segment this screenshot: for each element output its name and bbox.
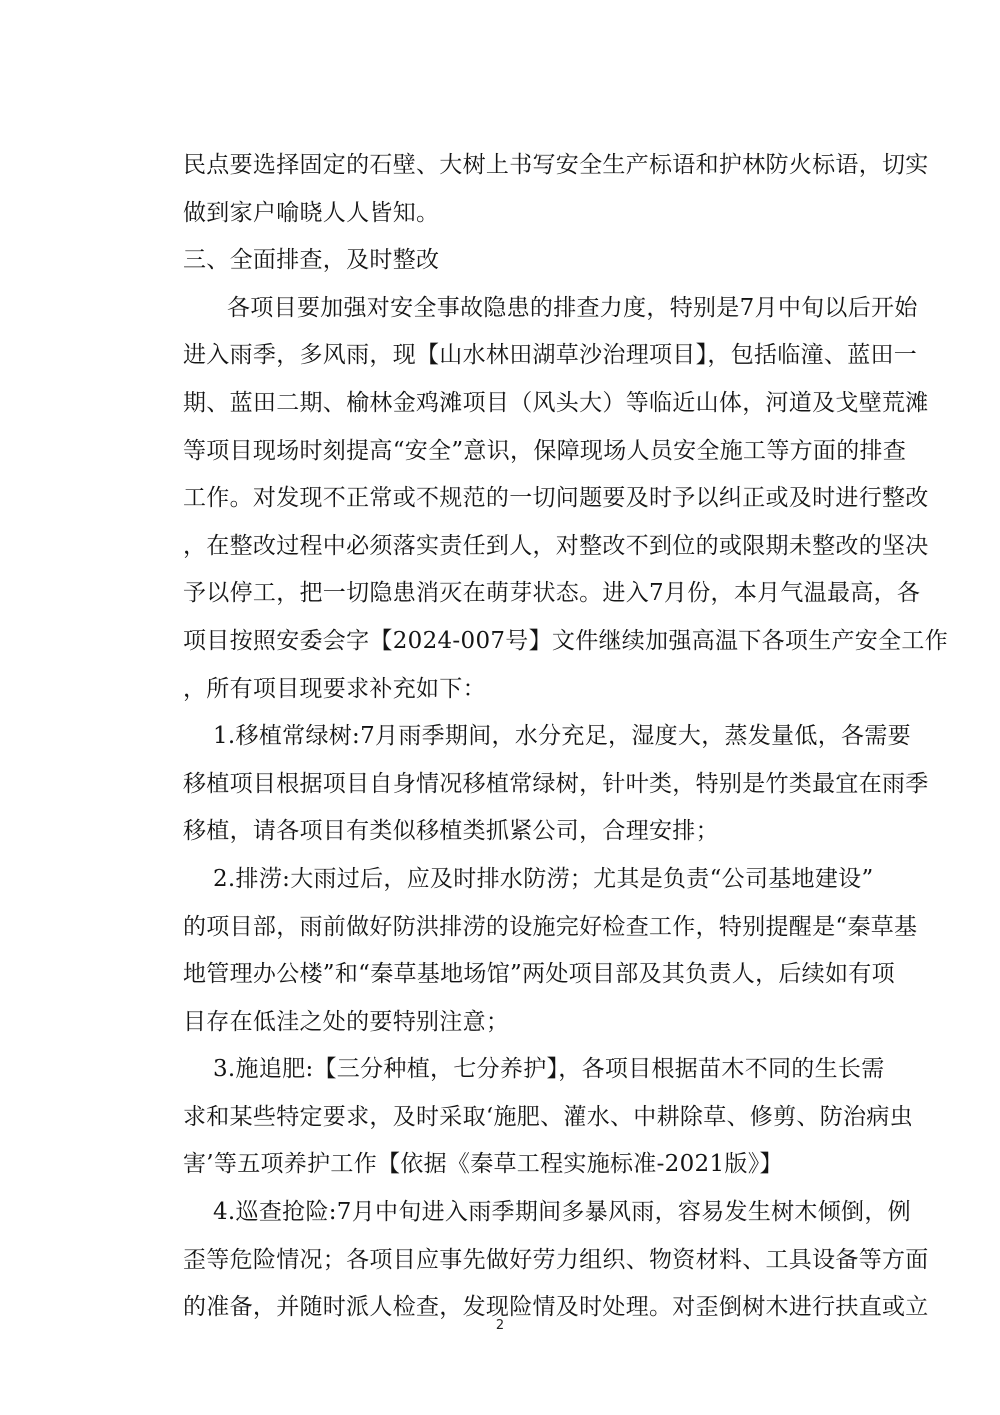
body-line: 的准备，并随时派人检查，发现险情及时处理。对歪倒树木进行扶直或立 — [183, 1294, 929, 1321]
list-item-4-start: 4.巡查抢险:7月中旬进入雨季期间多暴风雨，容易发生树木倾倒，例 — [213, 1199, 911, 1226]
body-line: 目存在低洼之处的要特别注意； — [183, 1008, 510, 1035]
body-line: 歪等危险情况；各项目应事先做好劳力组织、物资材料、工具设备等方面 — [183, 1246, 929, 1273]
body-line: 地管理办公楼”和“秦草基地场馆”两处项目部及其负责人，后续如有项 — [183, 961, 895, 988]
body-line: 项目按照安委会字【2024-007号】文件继续加强高温下各项生产安全工作 — [183, 627, 949, 654]
list-item-3-start: 3.施追肥:【三分种植，七分养护】，各项目根据苗木不同的生长需 — [213, 1056, 885, 1083]
body-line: 进入雨季，多风雨，现【山水林田湖草沙治理项目】，包括临潼、蓝田一 — [183, 342, 918, 369]
body-line: 移植项目根据项目自身情况移植常绿树，针叶类，特别是竹类最宜在雨季 — [183, 770, 929, 797]
body-line: 的项目部，雨前做好防洪排涝的设施完好检查工作，特别提醒是“秦草基 — [183, 913, 918, 940]
list-item-2-start: 2.排涝:大雨过后，应及时排水防涝；尤其是负责“公司基地建设” — [213, 865, 874, 892]
body-line: 求和某些特定要求，及时采取‘施肥、灌水、中耕除草、修剪、防治病虫 — [183, 1103, 913, 1130]
list-item-1-start: 1.移植常绿树:7月雨季期间，水分充足，湿度大，蒸发量低，各需要 — [213, 723, 911, 750]
body-line: 予以停工，把一切隐患消灭在萌芽状态。进入7月份，本月气温最高，各 — [183, 580, 921, 607]
section-heading: 三、全面排查，及时整改 — [183, 247, 440, 274]
body-line: ，所有项目现要求补充如下： — [183, 675, 486, 702]
body-line: 民点要选择固定的石壁、大树上书写安全生产标语和护林防火标语，切实 — [183, 152, 929, 178]
paragraph-start: 各项目要加强对安全事故隐患的排查力度，特别是7月中旬以后开始 — [227, 294, 918, 321]
body-line: 移植，请各项目有类似移植类抓紧公司，合理安排； — [183, 818, 719, 845]
document-body — [183, 142, 949, 1332]
body-line: 期、蓝田二期、榆林金鸡滩项目（风头大）等临近山体，河道及戈壁荒滩 — [183, 389, 929, 416]
body-line: 等项目现场时刻提高“安全”意识，保障现场人员安全施工等方面的排查 — [183, 437, 907, 464]
body-line: 害’等五项养护工作【依据《秦草工程实施标准-2021版》】 — [183, 1151, 783, 1178]
page-number: 2 — [495, 1318, 505, 1333]
body-line: 工作。对发现不正常或不规范的一切问题要及时予以纠正或及时进行整改 — [183, 485, 929, 512]
body-line: ，在整改过程中必须落实责任到人，对整改不到位的或限期未整改的坚决 — [183, 532, 929, 559]
body-line: 做到家户喻晓人人皆知。 — [183, 199, 440, 226]
